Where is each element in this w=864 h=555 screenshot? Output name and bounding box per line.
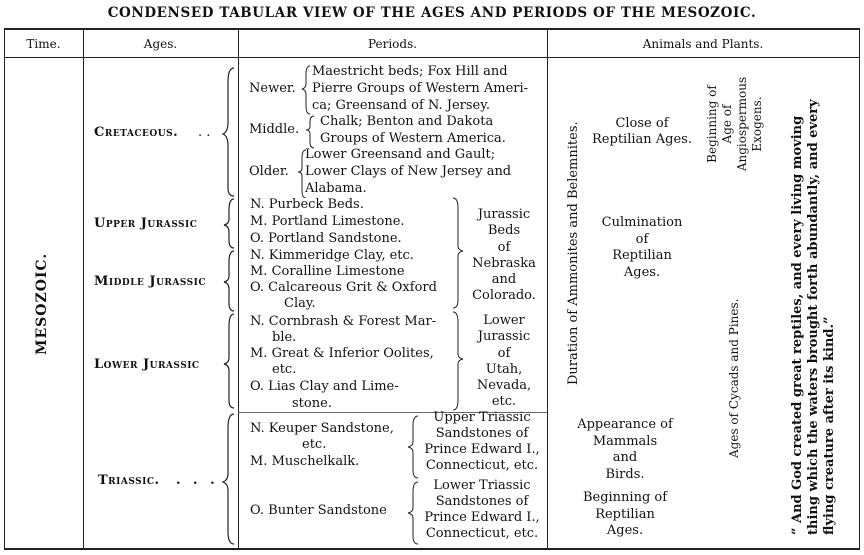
upper-jurassic-2: M. Portland Limestone. [250, 214, 405, 229]
jurassic-note-1: Jurassic Beds of Nebraska and Colorado. [472, 207, 536, 304]
triassic-muschelkalk: M. Muschelkalk. [250, 454, 360, 469]
upper-jurassic-1: N. Purbeck Beds. [250, 197, 364, 212]
cretaceous-newer-3: ca; Greensand of N. Jersey. [312, 98, 490, 113]
age-middle-jurassic: Middle Jurassic [94, 274, 207, 289]
animals-cycads: Ages of Cycads and Pines. [727, 298, 741, 458]
age-triassic: Triassic. [98, 473, 160, 488]
jurassic-note-2: Lower Jurassic of Utah, Nevada, etc. [476, 313, 532, 410]
upper-jurassic-3: O. Portland Sandstone. [250, 231, 402, 246]
header-ages: Ages. [143, 37, 178, 51]
header-time: Time. [26, 37, 61, 51]
animals-appearance: Appearance of Mammals and Birds. [577, 417, 673, 482]
cretaceous-middle-1: Chalk; Benton and Dakota [320, 114, 494, 129]
cretaceous-newer-label: Newer. [249, 81, 296, 96]
animals-beginning-reptilian: Beginning of Reptilian Ages. [582, 490, 668, 538]
header-periods: Periods. [367, 37, 418, 51]
middle-jurassic-4: Clay. [284, 296, 316, 311]
animals-culmination: Culmination of Reptilian Ages. [601, 215, 683, 280]
triassic-upper-note: Upper Triassic Sandstones of Prince Edward I., Connecticut, etc. [424, 410, 540, 473]
middle-jurassic-2: M. Coralline Limestone [250, 264, 405, 279]
cretaceous-older-label: Older. [249, 164, 289, 179]
middle-jurassic-1: N. Kimmeridge Clay, etc. [250, 248, 414, 263]
triassic-bunter: O. Bunter Sandstone [250, 503, 387, 518]
age-upper-jurassic: Upper Jurassic [94, 216, 198, 231]
cretaceous-newer-1: Maestricht beds; Fox Hill and [312, 64, 508, 79]
lower-jurassic-4: etc. [272, 362, 297, 377]
animals-close: Close of Reptilian Ages. [592, 116, 692, 147]
cretaceous-older-3: Alabama. [305, 181, 367, 196]
animals-angiosperms: Beginning of Age of Angiospermous Exogens. [705, 76, 764, 172]
cretaceous-middle-2: Groups of Western America. [320, 131, 506, 146]
lower-jurassic-2: ble. [272, 330, 297, 345]
age-cretaceous-dots: . . [198, 125, 211, 140]
lower-jurassic-6: stone. [292, 396, 332, 411]
animals-quote: “ And God created great reptiles, and every living moving thing which the waters brought forth abundantly, and every flying creature after its kind.” [790, 99, 837, 535]
cretaceous-older-2: Lower Clays of New Jersey and [305, 164, 512, 179]
cretaceous-newer-2: Pierre Groups of Western Ameri- [312, 81, 529, 96]
age-lower-jurassic: Lower Jurassic [94, 357, 200, 372]
page-title: CONDENSED TABULAR VIEW OF THE AGES AND PERIODS OF THE MESOZOIC. [107, 5, 757, 21]
age-cretaceous: Cretaceous. [94, 125, 179, 140]
age-triassic-dots: . . . [176, 473, 219, 488]
triassic-lower-note: Lower Triassic Sandstones of Prince Edward I., Connecticut, etc. [424, 478, 540, 541]
cretaceous-middle-label: Middle. [249, 122, 300, 137]
triassic-keuper-1: N. Keuper Sandstone, [250, 421, 394, 436]
lower-jurassic-5: O. Lias Clay and Lime- [250, 379, 399, 394]
cretaceous-older-1: Lower Greensand and Gault; [305, 147, 496, 162]
lower-jurassic-1: N. Cornbrash & Forest Mar- [250, 314, 437, 329]
animals-duration: Duration of Ammonites and Belemnites. [566, 121, 581, 385]
middle-jurassic-3: O. Calcareous Grit & Oxford [250, 280, 437, 295]
triassic-keuper-2: etc. [302, 437, 327, 452]
lower-jurassic-3: M. Great & Inferior Oolites, [250, 346, 434, 361]
header-animals: Animals and Plants. [642, 37, 764, 51]
time-label: MESOZOIC. [34, 252, 50, 355]
